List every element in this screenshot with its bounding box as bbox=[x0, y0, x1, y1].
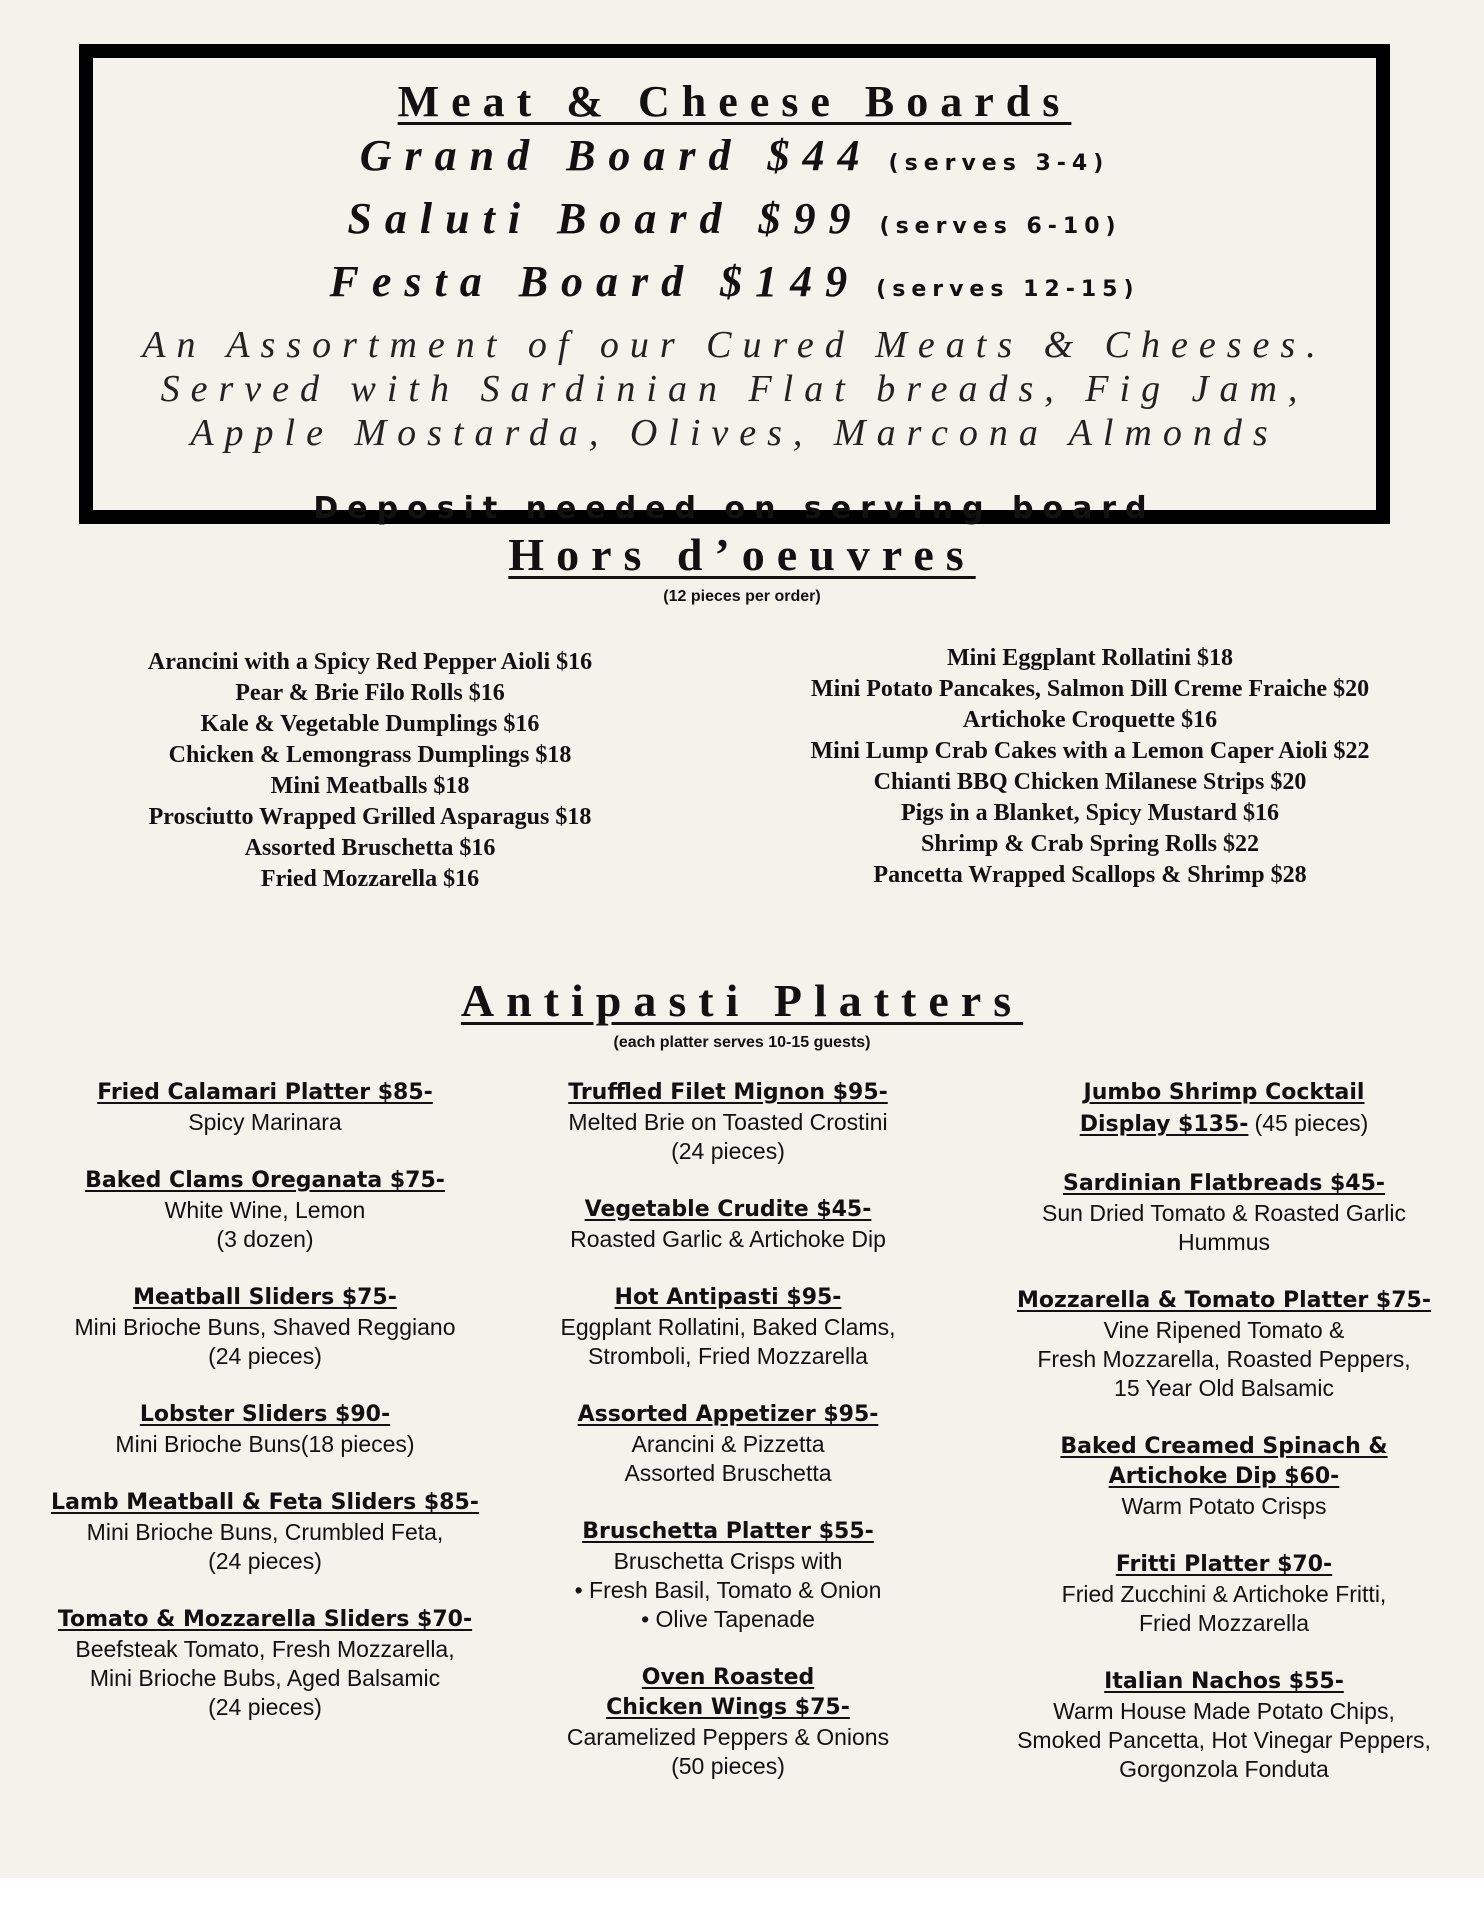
platter-desc: (24 pieces) bbox=[208, 1548, 322, 1574]
platter-title: Hot Antipasti $95- bbox=[614, 1285, 842, 1310]
platter-desc: Fried Mozzarella bbox=[1139, 1610, 1309, 1636]
platter-desc: Fried Zucchini & Artichoke Fritti, bbox=[1061, 1581, 1387, 1607]
platter-title: Lobster Sliders $90- bbox=[139, 1402, 391, 1427]
platter-desc: (24 pieces) bbox=[671, 1138, 785, 1164]
platter-item bbox=[984, 1169, 1464, 1257]
platter-item bbox=[25, 1605, 505, 1722]
hors-doeuvres-left-list bbox=[70, 647, 670, 895]
board-serves: (serves 12-15) bbox=[876, 277, 1140, 302]
platter-desc: Caramelized Peppers & Onions bbox=[566, 1724, 890, 1750]
platter-item bbox=[488, 1195, 968, 1254]
list-item: Chicken & Lemongrass Dumplings $18 bbox=[168, 742, 572, 768]
platter-item bbox=[25, 1078, 505, 1137]
list-item: Assorted Bruschetta $16 bbox=[244, 835, 496, 861]
platter-title: Artichoke Dip $60- bbox=[1108, 1464, 1340, 1489]
list-item: Pancetta Wrapped Scallops & Shrimp $28 bbox=[873, 862, 1307, 888]
platter-desc: Melted Brie on Toasted Crostini bbox=[568, 1109, 888, 1135]
platter-desc: Eggplant Rollatini, Baked Clams, bbox=[560, 1314, 896, 1340]
antipasti-title bbox=[0, 975, 1484, 1026]
platter-title: Truffled Filet Mignon $95- bbox=[568, 1080, 888, 1105]
hors-doeuvres-note: (12 pieces per order) bbox=[663, 588, 821, 605]
platter-desc: Vine Ripened Tomato & bbox=[1103, 1317, 1345, 1343]
board-name: Festa Board $149 bbox=[329, 257, 861, 306]
platter-title: Fried Calamari Platter $85- bbox=[97, 1080, 433, 1105]
platter-item bbox=[488, 1400, 968, 1488]
board-grand bbox=[93, 128, 1376, 191]
platter-desc: 15 Year Old Balsamic bbox=[1114, 1375, 1334, 1401]
board-description bbox=[93, 323, 1376, 455]
platter-title: Mozzarella & Tomato Platter $75- bbox=[1017, 1288, 1431, 1313]
platter-title: Sardinian Flatbreads $45- bbox=[1062, 1171, 1386, 1196]
platter-item bbox=[488, 1663, 968, 1781]
antipasti-column-1 bbox=[25, 1078, 505, 1751]
platter-desc: Spicy Marinara bbox=[188, 1109, 342, 1135]
list-item: Kale & Vegetable Dumplings $16 bbox=[200, 711, 540, 737]
board-name: Grand Board $44 bbox=[359, 131, 873, 180]
list-item: Mini Potato Pancakes, Salmon Dill Creme Fraiche $20 bbox=[810, 676, 1370, 702]
platter-item bbox=[25, 1283, 505, 1371]
platter-desc: Sun Dried Tomato & Roasted Garlic bbox=[1042, 1200, 1406, 1226]
platter-desc: Arancini & Pizzetta bbox=[631, 1431, 825, 1457]
platter-item bbox=[488, 1283, 968, 1371]
platter-desc: Warm Potato Crisps bbox=[1121, 1493, 1327, 1519]
hors-doeuvres-right-list bbox=[735, 643, 1445, 891]
platter-title: Italian Nachos $55- bbox=[1104, 1669, 1344, 1694]
antipasti-column-3 bbox=[984, 1078, 1464, 1813]
platter-desc: Warm House Made Potato Chips, bbox=[1053, 1698, 1395, 1724]
platter-desc: Beefsteak Tomato, Fresh Mozzarella, bbox=[75, 1636, 455, 1662]
board-serves: (serves 6-10) bbox=[879, 214, 1122, 239]
platter-title: Lamb Meatball & Feta Sliders $85- bbox=[51, 1490, 479, 1515]
platter-item bbox=[984, 1078, 1464, 1140]
list-item: Mini Eggplant Rollatini $18 bbox=[946, 645, 1234, 671]
platter-desc: Mini Brioche Bubs, Aged Balsamic bbox=[89, 1665, 441, 1691]
platter-desc: Mini Brioche Buns, Shaved Reggiano bbox=[74, 1314, 456, 1340]
platter-item bbox=[25, 1166, 505, 1254]
platter-item bbox=[984, 1550, 1464, 1638]
list-item: Mini Lump Crab Cakes with a Lemon Caper Aioli $22 bbox=[810, 738, 1370, 764]
hors-doeuvres-title bbox=[0, 529, 1484, 580]
list-item: Shrimp & Crab Spring Rolls $22 bbox=[920, 831, 1260, 857]
platter-title: Fritti Platter $70- bbox=[1115, 1552, 1333, 1577]
platter-title: Chicken Wings $75- bbox=[606, 1695, 850, 1720]
platter-desc: (24 pieces) bbox=[208, 1694, 322, 1720]
platter-desc: • Olive Tapenade bbox=[641, 1606, 815, 1632]
platter-title: Assorted Appetizer $95- bbox=[577, 1402, 879, 1427]
boards-title: Meat & Cheese Boards bbox=[397, 77, 1072, 126]
platter-desc: Gorgonzola Fonduta bbox=[1119, 1756, 1329, 1782]
deposit-note: Deposit needed on serving board bbox=[313, 491, 1156, 526]
platter-count: (45 pieces) bbox=[1254, 1110, 1369, 1136]
platter-desc: Fresh Mozzarella, Roasted Peppers, bbox=[1037, 1346, 1411, 1372]
list-item: Pear & Brie Filo Rolls $16 bbox=[235, 680, 505, 706]
list-item: Chianti BBQ Chicken Milanese Strips $20 bbox=[873, 769, 1307, 795]
platter-title: Vegetable Crudite $45- bbox=[584, 1197, 872, 1222]
board-saluti bbox=[93, 191, 1376, 254]
antipasti-column-2 bbox=[488, 1078, 968, 1810]
board-festa bbox=[93, 254, 1376, 317]
section-title-text: Hors d’oeuvres bbox=[508, 529, 976, 580]
list-item: Pigs in a Blanket, Spicy Mustard $16 bbox=[900, 800, 1280, 826]
platter-desc: (3 dozen) bbox=[216, 1226, 314, 1252]
platter-desc: Roasted Garlic & Artichoke Dip bbox=[570, 1226, 886, 1252]
platter-desc: Hummus bbox=[1177, 1229, 1270, 1255]
list-item: Prosciutto Wrapped Grilled Asparagus $18 bbox=[148, 804, 592, 830]
description-line: An Assortment of our Cured Meats & Cheeses. bbox=[142, 324, 1327, 366]
platter-title: Meatball Sliders $75- bbox=[133, 1285, 397, 1310]
platter-title: Display $135- bbox=[1079, 1112, 1249, 1137]
platter-item bbox=[488, 1078, 968, 1166]
platter-item bbox=[984, 1432, 1464, 1521]
platter-desc: Bruschetta Crisps with bbox=[613, 1548, 843, 1574]
section-title-text: Antipasti Platters bbox=[460, 975, 1024, 1026]
platter-title: Tomato & Mozzarella Sliders $70- bbox=[57, 1607, 473, 1632]
platter-item bbox=[25, 1400, 505, 1459]
platter-desc: (24 pieces) bbox=[208, 1343, 322, 1369]
platter-title: Jumbo Shrimp Cocktail bbox=[1083, 1080, 1365, 1105]
platter-item bbox=[25, 1488, 505, 1576]
platter-desc: White Wine, Lemon bbox=[164, 1197, 366, 1223]
antipasti-note: (each platter serves 10-15 guests) bbox=[613, 1034, 871, 1051]
platter-desc: Stromboli, Fried Mozzarella bbox=[588, 1343, 868, 1369]
platter-title: Baked Clams Oreganata $75- bbox=[85, 1168, 445, 1193]
platter-title-line bbox=[984, 1108, 1464, 1140]
platter-item bbox=[488, 1517, 968, 1634]
meat-cheese-boards-box bbox=[79, 44, 1390, 524]
platter-title: Oven Roasted bbox=[641, 1665, 815, 1690]
description-line: Served with Sardinian Flat breads, Fig Jam, bbox=[160, 368, 1309, 410]
platter-desc: Mini Brioche Buns(18 pieces) bbox=[115, 1431, 415, 1457]
list-item: Mini Meatballs $18 bbox=[270, 773, 470, 799]
board-serves: (serves 3-4) bbox=[888, 151, 1110, 176]
description-line: Apple Mostarda, Olives, Marcona Almonds bbox=[190, 412, 1279, 454]
platter-desc: • Fresh Basil, Tomato & Onion bbox=[574, 1577, 882, 1603]
list-item: Artichoke Croquette $16 bbox=[962, 707, 1218, 733]
platter-desc: Smoked Pancetta, Hot Vinegar Peppers, bbox=[1017, 1727, 1431, 1753]
platter-item bbox=[984, 1286, 1464, 1403]
list-item: Fried Mozzarella $16 bbox=[260, 866, 480, 892]
platter-desc: Mini Brioche Buns, Crumbled Feta, bbox=[86, 1519, 444, 1545]
board-name: Saluti Board $99 bbox=[347, 194, 864, 243]
platter-desc: (50 pieces) bbox=[671, 1753, 785, 1779]
list-item: Arancini with a Spicy Red Pepper Aioli $16 bbox=[147, 649, 593, 675]
platter-desc: Assorted Bruschetta bbox=[624, 1460, 832, 1486]
platter-item bbox=[984, 1667, 1464, 1784]
bottom-margin bbox=[0, 1878, 1484, 1920]
platter-title: Bruschetta Platter $55- bbox=[582, 1519, 874, 1544]
platter-title: Baked Creamed Spinach & bbox=[1060, 1434, 1388, 1459]
